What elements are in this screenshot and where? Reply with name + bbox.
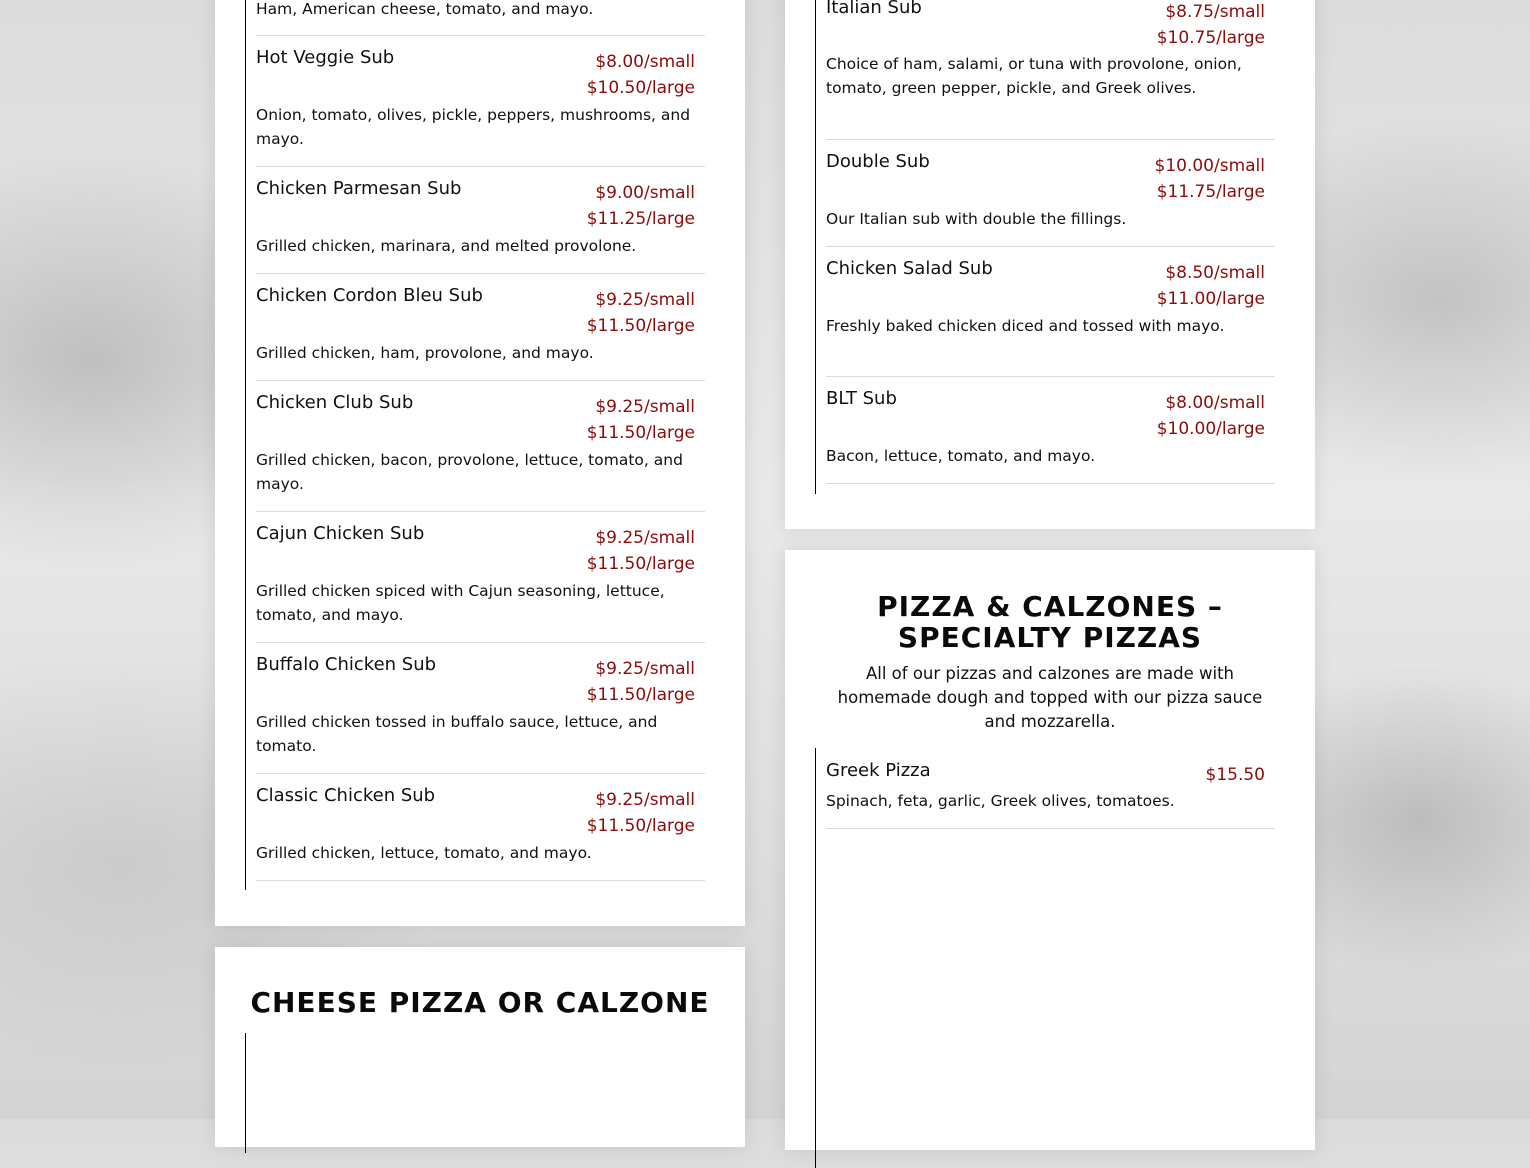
item-price [1157,0,1265,51]
section-intro: All of our pizzas and calzones are made with homemade dough and topped with our pizza sauce and mozzarella. [837,664,1263,731]
price-small: $8.50/small [1165,263,1265,283]
item-name: Chicken Cordon Bleu Sub [256,285,483,306]
price-small: $8.00/small [1165,393,1265,413]
item-price [1206,762,1265,788]
menu-rail [815,748,816,1168]
price-single: $15.50 [1205,765,1265,785]
item-description: Grilled chicken, ham, provolone, and mayo. [256,344,594,362]
price-large: $11.25/large [586,209,695,229]
item-description: Ham, American cheese, tomato, and mayo. [256,0,594,18]
price-small: $8.75/small [1165,2,1265,22]
item-name: Italian Sub [826,0,922,18]
price-large: $10.00/large [1156,419,1265,439]
menu-rail [815,0,816,494]
price-large: $11.50/large [586,423,695,443]
specialty-pizza-card [785,550,1315,1150]
item-name: Cajun Chicken Sub [256,523,425,544]
item-price [1157,390,1265,442]
item-name: Greek Pizza [826,760,931,781]
item-name: Classic Chicken Sub [256,785,436,806]
item-name: Chicken Salad Sub [826,258,993,279]
item-price [587,656,695,708]
price-small: $9.25/small [595,659,695,679]
menu-rail [245,1033,246,1153]
item-description: Onion, tomato, olives, pickle, peppers, mushrooms, and mayo. [256,106,691,148]
item-name: Chicken Club Sub [256,392,414,413]
item-price [587,394,695,446]
item-description: Bacon, lettuce, tomato, and mayo. [826,447,1096,465]
menu-item [256,0,705,36]
price-large: $11.50/large [586,316,695,336]
price-small: $10.00/small [1154,156,1265,176]
menu-item [826,388,1275,484]
menu-item [256,785,705,881]
price-small: $9.25/small [595,790,695,810]
subs-menu-card-right [785,0,1315,529]
menu-item [256,178,705,274]
price-large: $11.50/large [586,816,695,836]
price-large: $10.50/large [586,78,695,98]
item-description: Grilled chicken spiced with Cajun seasoning, lettuce, tomato, and mayo. [256,582,665,624]
item-description: Grilled chicken, marinara, and melted provolone. [256,237,637,255]
menu-item [826,258,1275,377]
item-description: Our Italian sub with double the fillings. [826,210,1127,228]
price-large: $10.75/large [1156,28,1265,48]
price-large: $11.50/large [586,685,695,705]
menu-item [826,151,1275,247]
item-name: Double Sub [826,151,930,172]
price-large: $11.00/large [1156,289,1265,309]
section-title: PIZZA & CALZONES – SPECIALTY PIZZAS [877,590,1223,654]
price-large: $11.50/large [586,554,695,574]
cheese-pizza-card [215,947,745,1147]
item-name: BLT Sub [826,388,897,409]
price-small: $8.00/small [595,52,695,72]
menu-item [256,654,705,774]
price-small: $9.00/small [595,183,695,203]
price-small: $9.25/small [595,528,695,548]
menu-item [256,523,705,643]
menu-item [256,392,705,512]
menu-item [256,47,705,167]
item-price [587,287,695,339]
price-large: $11.75/large [1156,182,1265,202]
item-price [1157,260,1265,312]
item-description: Freshly baked chicken diced and tossed with mayo. [826,317,1225,335]
item-price [587,180,695,232]
item-price [587,787,695,839]
price-small: $9.25/small [595,397,695,417]
item-price [1155,153,1266,205]
item-name: Hot Veggie Sub [256,47,395,68]
menu-item [826,0,1275,140]
menu-rail [245,0,246,890]
item-name: Buffalo Chicken Sub [256,654,437,675]
menu-item [256,285,705,381]
item-description: Grilled chicken tossed in buffalo sauce, lettuce, and tomato. [256,713,658,755]
section-title: CHEESE PIZZA OR CALZONE [250,986,710,1019]
subs-menu-card-left [215,0,745,926]
item-name: Chicken Parmesan Sub [256,178,462,199]
item-price [587,525,695,577]
item-description: Grilled chicken, bacon, provolone, lettuce, tomato, and mayo. [256,451,683,493]
item-description: Spinach, feta, garlic, Greek olives, tomatoes. [826,792,1175,810]
price-small: $9.25/small [595,290,695,310]
item-price [587,49,695,101]
menu-item [826,760,1275,829]
item-description: Choice of ham, salami, or tuna with provolone, onion, tomato, green pepper, pickle, and Greek olives. [826,55,1242,97]
item-description: Grilled chicken, lettuce, tomato, and mayo. [256,844,592,862]
